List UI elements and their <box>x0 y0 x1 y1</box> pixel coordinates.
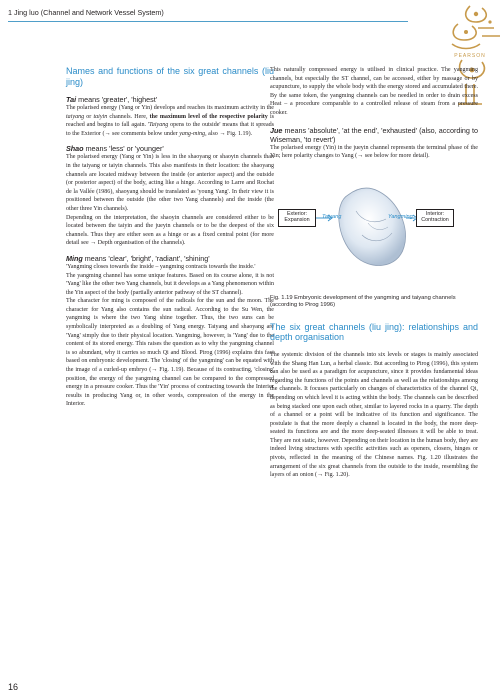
paragraph-tai <box>66 104 274 138</box>
heading-ming-rest: means 'clear', 'bright', 'radiant', 'shining' <box>82 253 210 263</box>
paragraph-six-channels: The systemic division of the channels into six levels or stages is mainly associated with the Shang Han Lun, a herbal classic. But according to Pirog (1996), this system can also be used as a paradigm for acupuncture, since it provides fundamental ideas regarding the functions of the points and channels as well as the relationships among the channels. It focuses particularly on changes of characteristics of the channel Qi, depending on which level it is acting within the body. The channels can be described as being stacked one upon each other, similar to layered rocks in a quarry. The depth of a channel or a point will be indicative of its function and significance. The postulate is that the more deeply a channel is located in the body, the more deep-seated its functions are and the more deep-seated illnesses it will be able to treat. They are not static, however. Depending on their location in the human body, they are indeed living structures with specific activities such as openers, closers, hinges or pivots, reflected in the meaning of the Chinese names. Fig. 1.20 illustrates the arrangement of the six great channels from the outside to the inside, resembling the layers of an onion (→ Fig. 1.20). <box>270 351 478 479</box>
heading-ming <box>66 254 274 263</box>
figure-1-19 <box>270 171 478 291</box>
paragraph-yangming-clinical: This naturally compressed energy is utilised in clinical practice. The yangming channels, but especially the ST channel, can be accessed, either by massage or by acupuncture, to supply the whole body with the energy stored and accumulated there. By the same token, the yangming channels can be needled in order to drain excess Heat – a procedure comparable to a controlled release of steam from a pressure cooker. <box>270 67 478 116</box>
exterior-expansion-box: Exterior: Expansion <box>278 209 316 227</box>
text-run-italic: taiyin <box>93 113 108 120</box>
paragraph-jue: The polarised energy (Yin) in the jueyin channel represents the terminal phase of the Yin; here polarity changes to Yang (→ see below for more detail). <box>270 144 478 160</box>
running-head-text: 1 Jing luo (Channel and Network Vessel System) <box>8 8 164 17</box>
heading-shao-term: Shao <box>66 144 84 154</box>
page-number: 16 <box>8 682 19 692</box>
heading-jue-term: Jue <box>270 125 283 135</box>
text-run: opens to the outside' means that it spreads to the Exterior (→ see comments below under <box>66 122 274 137</box>
section-title-names-functions: Names and functions of the six great channels (liu jing) <box>66 66 274 87</box>
heading-jue <box>270 126 478 144</box>
taiyang-label: Taiyang <box>322 213 342 220</box>
paragraph-ming-2: The yangming channel has some unique features. Based on its course alone, it is not 'Yang' like the other two Yang channels, but it develops as a Yang phenomenon within the Yin aspect of the body (partially anterior pathway of the ST channel). <box>66 272 274 296</box>
text-run-italic: taiyang <box>66 113 85 120</box>
running-head <box>8 8 492 17</box>
heading-tai-term: Tai <box>66 95 77 104</box>
section-title-six-great-channels: The six great channels (liu jing): relationships and depth organisation <box>270 321 478 343</box>
text-run-italic: Taiyang <box>149 122 169 129</box>
logo-brand-text: PEARSON <box>454 53 486 59</box>
paragraph-shao-1: The polarised energy (Yang or Yin) is less in the shaoyang or shaoyin channels than in the taiyang or taiyin channels. This also manifests in their location: the shaoyang channels are located midway between the inside (or anterior aspect) and the outside (or posterior aspect) of the body, acting like a hinge. According to Larre and Rochat de la Vallée (1986), shaoyang should be translated as 'young Yang'. In their view it is positioned between the outside (the other two Yang channels) and the inside (the other three Yin channels). <box>66 154 274 212</box>
right-column <box>270 66 478 480</box>
embryo-illustration <box>270 171 478 291</box>
heading-tai-rest: means 'greater', 'highest' <box>76 95 158 104</box>
left-column <box>66 66 274 409</box>
text-run: channels. Here, <box>107 113 150 120</box>
paragraph-shao-2: Depending on the interpretation, the shaoyin channels are considered either to be located between the taiyin and the jueyin channels or to be the deepest of the six channels. Thus they are either seen as a hinge or as a fixed central point (for more detail see → Depth organisation of the channels). <box>66 214 274 247</box>
heading-jue-rest: means 'absolute', 'at the end', 'exhausted' (also, according to Wiseman, 'to revert') <box>270 125 478 144</box>
text-run: is reached and begins to fall again. ' <box>66 113 275 129</box>
heading-shao <box>66 144 274 153</box>
text-run: or <box>84 113 94 120</box>
paragraph-ming-3: The character for ming is composed of the radicals for the sun and the moon. The character for Yang also contains the sun radical. According to the Su Wen, the yangming is where the two Yang shine together. Thus, the two suns can be symbolically interpreted as a doubling of Yang energy. Taiyang and shaoyang are 'Yang' simply due to their physical location. Yangming, however, is 'Yang' due to the content of its stored energy. This raises the question as to why the yangming channel is so abundant, why it carries so much Qi and Blood. Pirog (1996) explains this fact based on embryonic development. The 'closing' of the yangming' can be equated with the image of a curled-up embryo (→ Fig. 1.19). Because of its contracting, 'closing' position, the energy of the yangming channel can be compared to the compressed energy in a pressure cooker. Thus the 'Yin' process of contracting towards the Interior results in producing Yang or, in other words, compression of the energy in the Interior. <box>66 298 274 408</box>
heading-ming-term: Ming <box>66 253 83 263</box>
interior-contraction-box: Interior: Contraction <box>416 209 454 227</box>
heading-tai <box>66 95 274 104</box>
text-run: The polarised energy (Yang or Yin) develops and reaches its maximum activity in the <box>66 105 274 111</box>
running-head-rule <box>8 21 408 22</box>
figure-caption: Fig. 1.19 Embryonic development of the yangming and taiyang channels (according to Pirog 1996) <box>270 294 456 309</box>
yangming-label: Yangming <box>388 213 413 220</box>
text-run: , also → Fig. 1.19). <box>205 130 253 137</box>
heading-shao-rest: means 'less' or 'younger' <box>83 144 164 154</box>
text-run-bold: the maximum level of the respective polarity <box>149 113 268 120</box>
text-run-italic: yang-ming <box>179 130 206 137</box>
paragraph-ming-1: 'Yangming closes towards the inside – yangming contracts towards the inside.' <box>66 263 256 270</box>
